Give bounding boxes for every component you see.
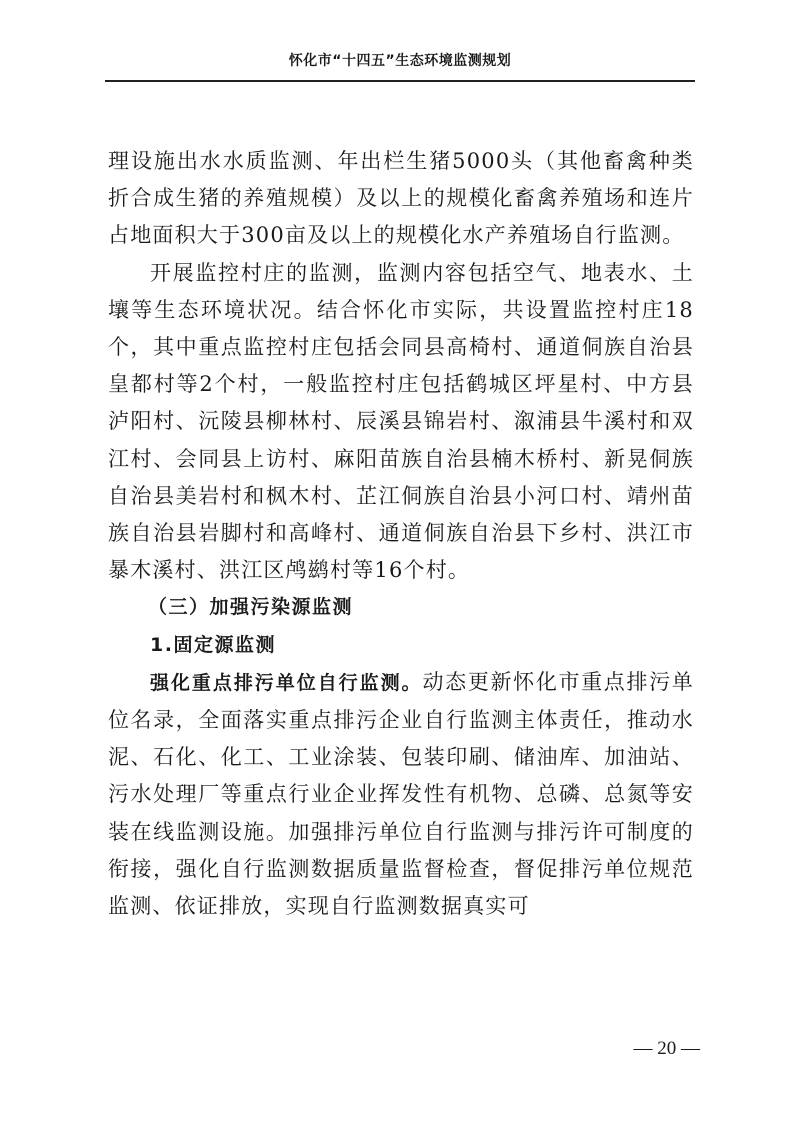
body-paragraph-1: 理设施出水水质监测、年出栏生猪5000头（其他畜禽种类折合成生猪的养殖规模）及以上的规模化畜禽养殖场和连片占地面积大于300亩及以上的规模化水产养殖场自行监测。 [108, 149, 694, 248]
body-paragraph-3 [108, 664, 694, 925]
section-heading: （三）加强污染源监测 [148, 596, 354, 619]
page-number: — 20 — [633, 1038, 700, 1059]
paragraph-text: 动态更新怀化市重点排污单位名录，全面落实重点排污企业自行监测主体责任，推动水泥、石化、化工、工业涂装、包装印刷、储油库、加油站、污水处理厂等重点行业企业挥发性有机物、总磷、总氮等安装在线监测设施。加强排污单位自行监测与排污许可制度的衔接，强化自行监测数据质量监督检查，督促排污单位规范监测、依证排放，实现自行监测数据真实可 [108, 669, 694, 919]
document-title: 怀化市“十四五”生态环境监测规划 [288, 53, 512, 69]
body-paragraph-2: 开展监控村庄的监测，监测内容包括空气、地表水、土壤等生态环境状况。结合怀化市实际，共设置监控村庄18个，其中重点监控村庄包括会同县高椅村、通道侗族自治县皇都村等2个村，一般监控村庄包括鹤城区坪星村、中方县泸阳村、沅陵县柳林村、辰溪县锦岩村、溆浦县牛溪村和双江村、会同县上访村、麻阳苗族自治县楠木桥村、新晃侗族自治县美岩村和枫木村、芷江侗族自治县小河口村、靖州苗族自治县岩脚村和高峰村、通道侗族自治县下乡村、洪江市暴木溪村、洪江区鸬鹚村等16个村。 [108, 260, 694, 583]
paragraph-lead-text: 强化重点排污单位自行监测。 [150, 671, 423, 694]
header-divider [105, 80, 695, 82]
subsection-heading: 1.固定源监测 [150, 633, 276, 656]
page-body [108, 143, 694, 925]
